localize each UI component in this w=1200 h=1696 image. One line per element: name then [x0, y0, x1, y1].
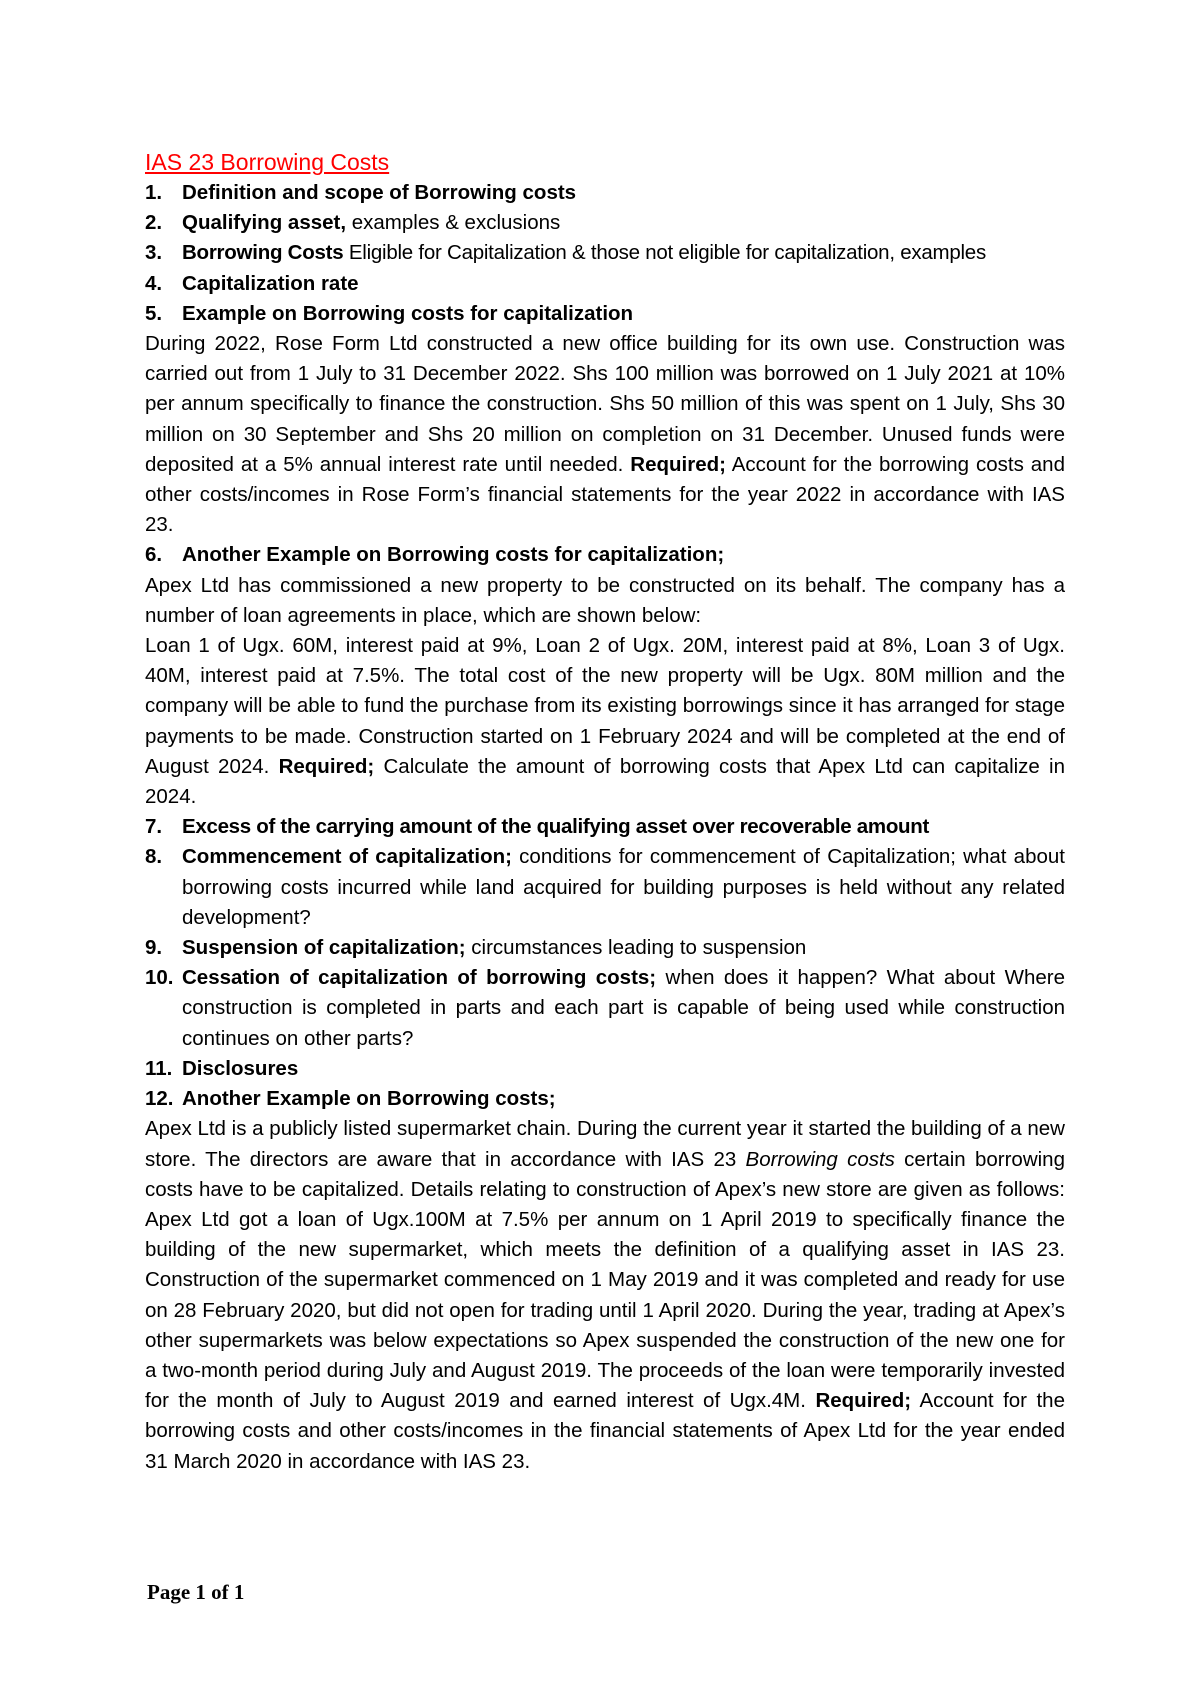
example-paragraph-apex-intro: Apex Ltd has commissioned a new property to be constructed on its behalf. The company has a number of loan agreements in place, which are shown below: — [145, 573, 1065, 627]
example-paragraph-rose-form: During 2022, Rose Form Ltd constructed a new office building for its own use. Construction was carried out from 1 July to 31 December 2022. Shs 100 million was borrowed on 1 July 2021 at 10% per annum specifically to finance the construction. Shs 50 million of this was spent on 1 July, Shs 30 million on 30 September and Shs 20 million on completion on 31 December. Unused funds were deposited at a 5% annual interest rate until needed. Required; Account for the borrowing costs and other costs/incomes in Rose Form’s financial statements for the year 2022 in accordance with IAS 23. — [145, 332, 1065, 537]
list-item-12: 12. Another Example on Borrowing costs; — [145, 1087, 556, 1111]
list-item-2: 2. Qualifying asset, examples & exclusions — [145, 211, 561, 235]
list-item-10: 10. Cessation of capitalization of borrowing costs; when does it happen? What about Where construction is completed in parts and each part is capable of being used while construction continues on other parts? — [145, 966, 1065, 1050]
list-item-6: 6. Another Example on Borrowing costs for capitalization; — [145, 543, 725, 567]
list-item-4: 4. Capitalization rate — [145, 271, 359, 295]
example-paragraph-apex-loans: Loan 1 of Ugx. 60M, interest paid at 9%, Loan 2 of Ugx. 20M, interest paid at 8%, Loan 3 of Ugx. 40M, interest paid at 7.5%. The total cost of the new property will be Ugx. 80M million and the company will be able to fund the purchase from its existing borrowings since it has arranged for stage payments to be made. Construction started on 1 February 2024 and will be completed at the end of August 2024. Required; Calculate the amount of borrowing costs that Apex Ltd can capitalize in 2024. — [145, 634, 1066, 809]
document-title: IAS 23 Borrowing Costs — [145, 149, 390, 175]
example-paragraph-apex-supermarket: Apex Ltd is a publicly listed supermarket chain. During the current year it started the building of a new store. The directors are aware that in accordance with IAS 23 Borrowing costs certain borrowing costs have to be capitalized. Details relating to construction of Apex’s new store are given as follows: Apex Ltd got a loan of Ugx.100M at 7.5% per annum on 1 April 2019 to specifically finance the building of the new supermarket, which meets the definition of a qualifying asset in IAS 23. Construction of the supermarket commenced on 1 May 2019 and it was completed and ready for use on 28 February 2020, but did not open for trading until 1 April 2020. During the year, trading at Apex’s other supermarkets was below expectations so Apex suspended the construction of the new one for a two-month period during July and August 2019. The proceeds of the loan were temporarily invested for the month of July to August 2019 and earned interest of Ugx.4M. Required; Account for the borrowing costs and other costs/incomes in the financial statements of Apex Ltd for the year ended 31 March 2020 in accordance with IAS 23. — [145, 1117, 1065, 1473]
page-number-footer: Page 1 of 1 — [147, 1580, 245, 1604]
list-item-3: 3. Borrowing Costs Eligible for Capitalization & those not eligible for capitalization, examples — [145, 241, 986, 265]
list-item-9: 9. Suspension of capitalization; circumstances leading to suspension — [145, 936, 807, 960]
list-item-8: 8. Commencement of capitalization; conditions for commencement of Capitalization; what about borrowing costs incurred while land acquired for building purposes is held without any related development? — [145, 845, 1065, 929]
list-item-11: 11. Disclosures — [145, 1056, 299, 1080]
list-item-5: 5. Example on Borrowing costs for capitalization — [145, 301, 634, 325]
document-body — [145, 146, 1065, 1477]
list-item-7: 7. Excess of the carrying amount of the qualifying asset over recoverable amount — [145, 815, 930, 839]
list-item-1: 1. Definition and scope of Borrowing costs — [145, 181, 577, 204]
